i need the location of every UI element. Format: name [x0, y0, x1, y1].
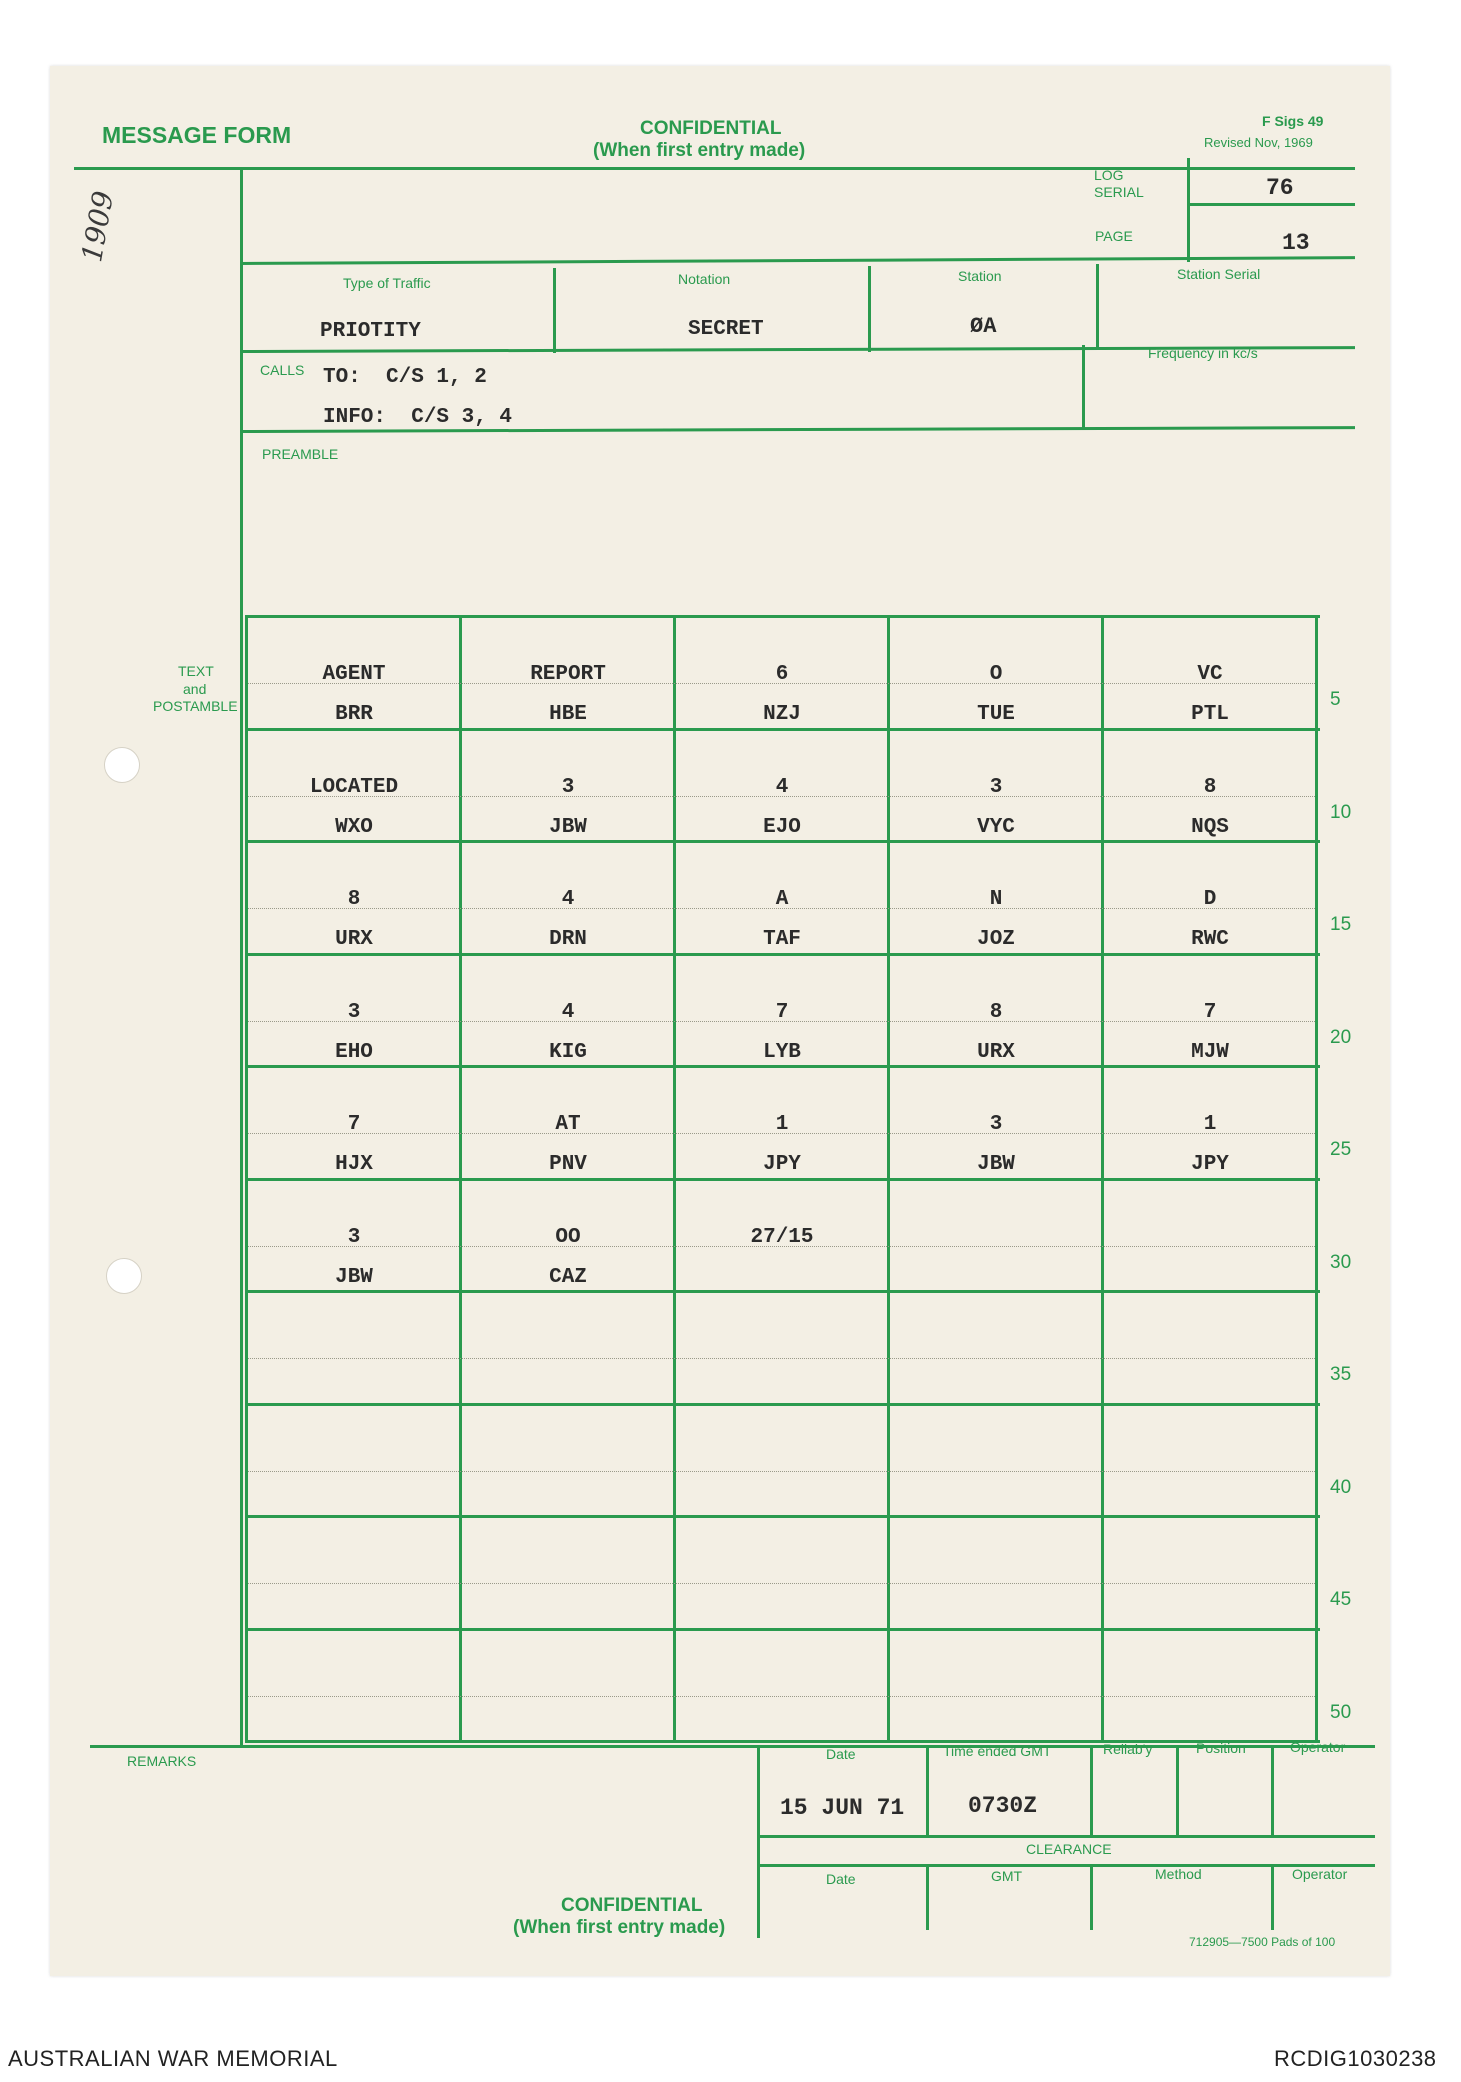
clear-gmt-label: GMT — [991, 1868, 1023, 1884]
text-group-bottom: TAF — [763, 928, 801, 951]
text-group-bottom: JOZ — [977, 928, 1015, 951]
rule-clearance-top — [757, 1835, 1375, 1838]
text-group-top: 7 — [347, 1113, 361, 1136]
clear-method-label: Method — [1155, 1866, 1202, 1882]
handwritten-note: 1909 — [75, 188, 121, 265]
remarks-label: REMARKS — [127, 1753, 197, 1769]
rule-traffic-div1 — [553, 268, 556, 353]
text-group-top: OO — [555, 1225, 581, 1249]
date-label: Date — [826, 1746, 856, 1762]
text-group-top: 4 — [561, 888, 575, 911]
clear-date-label: Date — [826, 1871, 856, 1887]
text-group-bottom: KIG — [549, 1040, 587, 1064]
notation-label: Notation — [678, 271, 731, 287]
text-grid-row-rule — [245, 1628, 1320, 1631]
text-group-top: 3 — [561, 775, 575, 799]
clear-operator-label: Operator — [1292, 1866, 1348, 1882]
row-number: 35 — [1330, 1364, 1352, 1385]
text-group-top: 8 — [347, 888, 361, 911]
rule-top — [74, 167, 1355, 170]
text-group-top: 8 — [1203, 775, 1217, 799]
rule-footer-div4 — [1271, 1745, 1274, 1835]
rule-footer-left — [757, 1745, 760, 1938]
row-number: 20 — [1330, 1026, 1352, 1048]
text-group-top: 3 — [989, 1113, 1003, 1136]
time-ended-label: Time ended GMT — [943, 1743, 1052, 1759]
rule-clearance-mid — [757, 1864, 1375, 1867]
text-grid-dotted-line — [248, 1471, 1315, 1472]
text-group-bottom: TUE — [977, 703, 1015, 726]
text-group-top: 7 — [775, 1000, 789, 1024]
text-label-postamble: POSTAMBLE — [153, 698, 238, 714]
classification-top: CONFIDENTIAL — [640, 118, 782, 139]
calls-to: TO: C/S 1, 2 — [323, 366, 487, 389]
text-group-top: REPORT — [530, 663, 606, 686]
form-title: MESSAGE FORM — [102, 122, 292, 148]
revised-date: Revised Nov, 1969 — [1204, 135, 1313, 150]
text-group-top: LOCATED — [309, 775, 399, 799]
log-serial-label: LOG SERIAL — [1094, 167, 1144, 200]
calls-label: CALLS — [260, 362, 305, 378]
text-group-top: 6 — [775, 663, 789, 686]
text-label-and: and — [183, 681, 207, 697]
text-group-bottom: JBW — [977, 1153, 1015, 1176]
text-group-bottom: HBE — [549, 703, 587, 726]
row-number: 10 — [1330, 801, 1352, 823]
row-number: 40 — [1330, 1476, 1352, 1498]
archive-id: RCDIG1030238 — [1274, 2046, 1437, 2071]
text-group-top: 8 — [989, 1000, 1003, 1024]
row-number: 25 — [1330, 1139, 1352, 1160]
rule-log-divider — [1187, 158, 1190, 262]
operator-label: Operator — [1290, 1739, 1346, 1755]
rule-clear-div2 — [1090, 1864, 1093, 1930]
text-group-top: AT — [555, 1113, 581, 1136]
text-group-bottom: EJO — [763, 815, 801, 839]
log-serial-value: 76 — [1266, 175, 1294, 201]
text-group-top: 27/15 — [750, 1225, 814, 1249]
text-group-top: D — [1203, 888, 1217, 911]
text-group-top: 3 — [989, 775, 1003, 799]
text-group-bottom: RWC — [1191, 928, 1229, 951]
station-label: Station — [958, 268, 1002, 284]
calls-info: INFO: C/S 3, 4 — [323, 406, 513, 429]
rule-calls-divider — [1082, 345, 1085, 430]
text-group-top: 3 — [347, 1225, 361, 1249]
page-label: PAGE — [1095, 228, 1133, 244]
text-group-top: VC — [1197, 663, 1223, 686]
frequency-label: Frequency in kc/s — [1148, 345, 1258, 361]
station-serial-label: Station Serial — [1177, 266, 1261, 282]
text-group-top: 3 — [347, 1000, 361, 1024]
text-group-bottom: PTL — [1191, 703, 1229, 726]
text-group-bottom: JPY — [1191, 1153, 1229, 1176]
text-group-top: O — [989, 663, 1003, 686]
text-group-bottom: CAZ — [549, 1265, 587, 1289]
preamble-label: PREAMBLE — [262, 446, 339, 462]
rule-footer-div3 — [1176, 1745, 1179, 1835]
print-code: 712905—7500 Pads of 100 — [1189, 1935, 1336, 1949]
text-grid-row-rule — [245, 1403, 1320, 1406]
row-number: 15 — [1330, 914, 1352, 935]
row-number: 5 — [1330, 689, 1341, 710]
text-grid-row-rule — [245, 1065, 1320, 1068]
page-value: 13 — [1282, 230, 1310, 256]
row-number: 30 — [1330, 1251, 1352, 1273]
rule-left-column — [240, 167, 243, 1745]
text-group-top: 7 — [1203, 1000, 1217, 1024]
rule-footer-div1 — [926, 1745, 929, 1835]
text-group-top: A — [775, 888, 789, 911]
punch-hole-bottom — [106, 1258, 142, 1294]
text-group-top: N — [989, 888, 1003, 911]
text-group-top: 1 — [1203, 1113, 1217, 1136]
notation-value: SECRET — [688, 318, 764, 341]
text-group-bottom: BRR — [335, 703, 373, 726]
text-group-bottom: EHO — [335, 1040, 373, 1064]
rule-log-mid — [1187, 203, 1355, 206]
punch-hole-top — [104, 747, 140, 783]
rule-footer-div2 — [1090, 1745, 1093, 1835]
text-group-top: 4 — [775, 775, 789, 799]
rule-clear-div1 — [926, 1864, 929, 1930]
text-grid-dotted-line — [248, 1358, 1315, 1359]
rule-traffic-div3 — [1096, 264, 1099, 350]
form-id: F Sigs 49 — [1262, 113, 1324, 129]
text-group-bottom: PNV — [549, 1153, 587, 1176]
rule-traffic-div2 — [868, 266, 871, 352]
classification-top-sub: (When first entry made) — [593, 140, 806, 161]
text-grid-row-rule — [245, 1290, 1320, 1293]
text-grid-row-rule — [245, 1178, 1320, 1181]
text-grid-dotted-line — [248, 1583, 1315, 1584]
rule-clear-div3 — [1271, 1864, 1274, 1930]
type-of-traffic-value: PRIOTITY — [320, 320, 421, 343]
text-group-bottom: JBW — [549, 815, 587, 839]
text-grid-row-rule — [245, 615, 1320, 618]
text-group-bottom: DRN — [549, 928, 587, 951]
text-group-bottom: LYB — [763, 1040, 801, 1064]
text-group-top: 1 — [775, 1113, 789, 1136]
type-of-traffic-label: Type of Traffic — [343, 275, 431, 291]
text-grid-row-rule — [245, 953, 1320, 956]
text-grid-row-rule — [245, 728, 1320, 731]
classification-bottom-sub: (When first entry made) — [513, 1917, 726, 1938]
clearance-label: CLEARANCE — [1026, 1841, 1112, 1857]
text-group-bottom: MJW — [1191, 1040, 1229, 1064]
time-ended-value: 0730Z — [968, 1793, 1038, 1819]
text-group-top: 4 — [561, 1000, 575, 1024]
text-grid-row-rule — [245, 1515, 1320, 1518]
text-group-bottom: JPY — [763, 1153, 801, 1176]
text-grid-row-rule — [245, 840, 1320, 843]
text-group-bottom: VYC — [977, 815, 1015, 839]
text-grid-dotted-line — [248, 1696, 1315, 1697]
row-number: 50 — [1330, 1701, 1352, 1723]
archive-credit: AUSTRALIAN WAR MEMORIAL — [8, 2046, 338, 2071]
text-group-bottom: NQS — [1191, 815, 1229, 839]
text-group-bottom: URX — [977, 1040, 1015, 1064]
text-label: TEXT — [178, 663, 214, 679]
text-group-bottom: HJX — [335, 1153, 373, 1176]
text-group-bottom: NZJ — [763, 703, 801, 726]
position-label: Position — [1196, 1740, 1246, 1756]
row-number: 45 — [1330, 1589, 1352, 1610]
text-group-top: AGENT — [322, 663, 386, 686]
classification-bottom: CONFIDENTIAL — [561, 1895, 703, 1916]
text-group-bottom: JBW — [335, 1265, 373, 1289]
text-group-bottom: WXO — [335, 815, 373, 839]
text-group-bottom: URX — [335, 928, 373, 951]
rule-remarks-top — [90, 1745, 1375, 1748]
reliab-label: Reliab'y — [1103, 1741, 1153, 1757]
station-value: ØA — [970, 314, 997, 339]
text-grid-row-rule — [245, 1740, 1320, 1743]
date-value: 15 JUN 71 — [780, 1795, 905, 1821]
